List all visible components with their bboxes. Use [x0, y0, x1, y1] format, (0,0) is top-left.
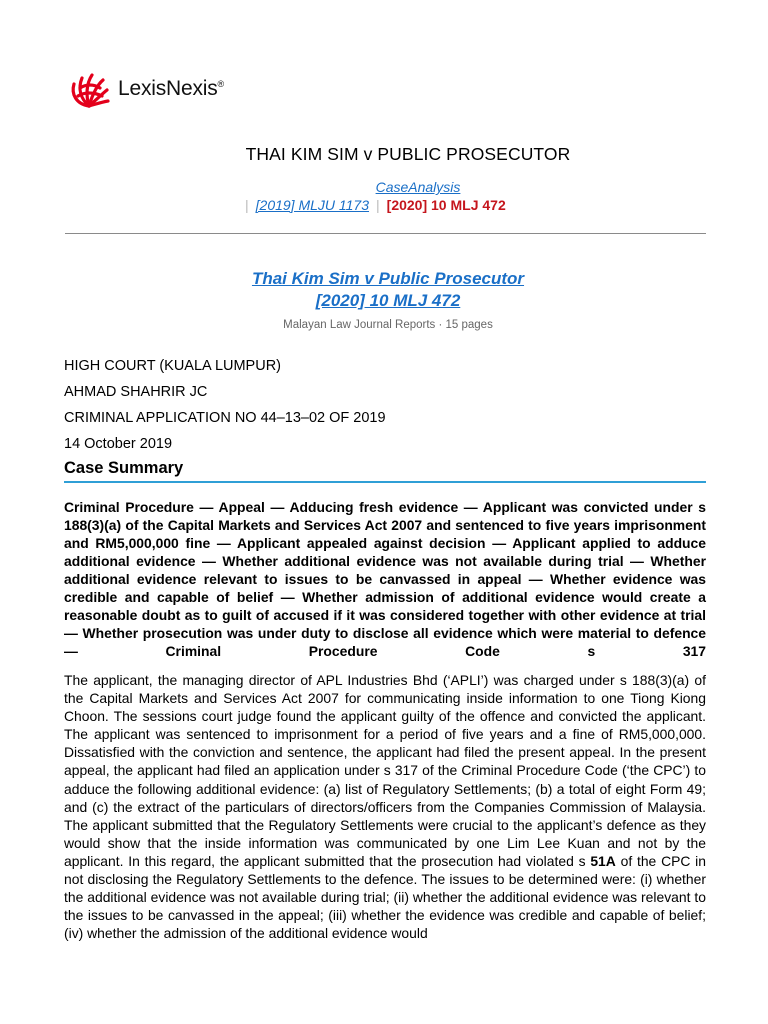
- case-meta: [64, 353, 386, 457]
- report-source: Malayan Law Journal Reports · 15 pages: [283, 319, 493, 331]
- case-analysis-link[interactable]: CaseAnalysis: [375, 179, 461, 195]
- case-citation-link[interactable]: [2020] 10 MLJ 472: [315, 291, 461, 310]
- judge-name: AHMAD SHAHRIR JC: [64, 384, 208, 400]
- document-title: THAI KIM SIM v PUBLIC PROSECUTOR: [245, 144, 571, 164]
- brand-name: LexisNexis®: [118, 77, 224, 100]
- citation-separator: |: [376, 197, 380, 213]
- section-reference: 51A: [590, 852, 616, 869]
- lexisnexis-logo: [66, 66, 224, 112]
- case-heading-link[interactable]: Thai Kim Sim v Public Prosecutor: [251, 269, 525, 288]
- divider: [65, 233, 706, 234]
- case-summary-heading: Case Summary: [64, 459, 184, 477]
- case-number: CRIMINAL APPLICATION NO 44–13–02 OF 2019: [64, 410, 386, 426]
- alt-citation-link[interactable]: [2019] MLJU 1173: [255, 197, 370, 213]
- main-citation: [2020] 10 MLJ 472: [386, 197, 506, 213]
- summary-rule: [64, 481, 706, 483]
- citations-row: [238, 197, 506, 213]
- court-name: HIGH COURT (KUALA LUMPUR): [64, 358, 281, 374]
- lexisnexis-logo-icon: [66, 66, 112, 112]
- summary-body: The applicant, the managing director of APL Industries Bhd (‘APLI’) was charged under s 188(3)(a) of the Capital Markets and Services Act 2007 for communicating inside information to one Tiong Kiong Choon. The sessions court judge found the applicant guilty of the offence and convicted the applicant. The applicant was sentenced to imprisonment for a period of five years and a fine of RM5,000,000. Dissatisfied with the conviction and sentence, the applicant had filed the present appeal. In the present appeal, the applicant had filed an application under s 317 of the Criminal Procedure Code (‘the CPC’) to adduce the following additional evidence: (a) list of Regulatory Settlements; (b) a total of eight Form 49; and (c) the extract of the particulars of directors/officers from the Companies Commission of Malaysia. The applicant submitted that the Regulatory Settlements were crucial to the applicant’s defence as they would show that the inside information was communicated by one Lim Lee Kuan and not by the applicant. In this regard, the applicant submitted that the prosecution had violated s 51A of the CPC in not disclosing the Regulatory Settlements to the defence. The issues to be determined were: (i) whether the additional evidence was not available during trial; (ii) whether the additional evidence was relevant to the issues to be canvassed in the appeal; (iii) whether the evidence was credible and capable of belief; (iv) whether the admission of the additional evidence would: [64, 672, 706, 942]
- catchwords: Criminal Procedure — Appeal — Adducing fresh evidence — Applicant was convicted under s 188(3)(a) of the Capital Markets and Services Act 2007 and sentenced to five years imprisonment and RM5,000,000 fine — Applicant appealed against decision — Applicant applied to adduce additional evidence — Whether additional evidence was not available during trial — Whether additional evidence relevant to issues to be canvassed in appeal — Whether evidence was credible and capable of belief — Whether admission of additional evidence would create a reasonable doubt as to guilt of accused if it was considered together with other evidence at trial — Whether prosecution was under duty to disclose all evidence which were material to defence — Criminal Procedure Code s 317: [64, 499, 706, 659]
- citation-separator: |: [245, 197, 249, 213]
- decision-date: 14 October 2019: [64, 436, 173, 452]
